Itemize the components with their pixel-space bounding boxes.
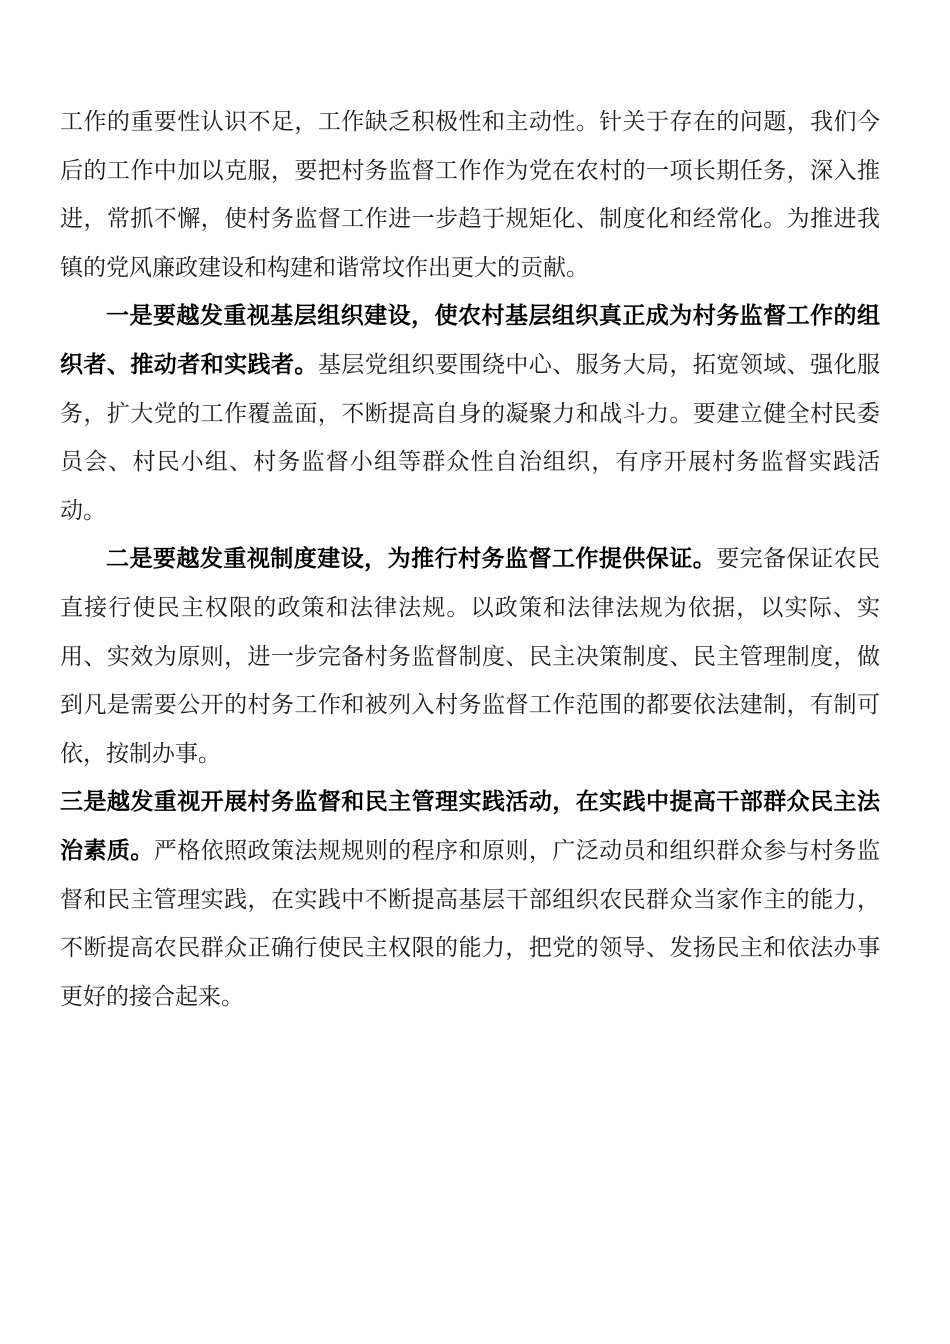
paragraph-lead-heading: 二是要越发重视制度建设，为推行村务监督工作提供保证。	[106, 546, 717, 573]
paragraph-text: 工作的重要性认识不足，工作缺乏积极性和主动性。针关于存在的问题，我们今后的工作中加以克服，要把村务监督工作作为党在农村的一项长期任务，深入推进，常抓不懈，使村务监督工作进一步趋于规矩化、制度化和经常化。为推进我镇的党风廉政建设和构建和谐常坟作出更大的贡献。	[60, 109, 880, 281]
paragraph-text: 基层党组织要围绕中心、服务大局，拓宽领域、强化服务，扩大党的工作覆盖面，不断提高自身的凝聚力和战斗力。要建立健全村民委员会、村民小组、村务监督小组等群众性自治组织，有序开展村务监督实践活动。	[60, 351, 881, 524]
paragraph-lead-heading: 一是要越发重视基层组织建设，使农村基层组织真正成为村务监督工作的组织者、推动者和实践者。	[60, 303, 880, 378]
paragraph-text: 严格依照政策法规规则的程序和原则，广泛动员和组织群众参与村务监督和民主管理实践，在实践中不断提高基层干部组织农民群众当家作主的能力，不断提高农民群众正确行使民主权限的能力，把党的领导、发扬民主和依法办事更好的接合起来。	[60, 837, 881, 1010]
paragraph-continuation	[60, 98, 880, 292]
paragraph-point-three	[60, 778, 880, 1021]
paragraph-lead-heading: 三是越发重视开展村务监督和民主管理实践活动，在实践中提高干部群众民主法治素质。	[60, 789, 880, 864]
paragraph-point-one	[60, 292, 880, 535]
paragraph-point-two	[60, 535, 880, 778]
paragraph-text: 要完备保证农民直接行使民主权限的政策和法律法规。以政策和法律法规为依据，以实际、实用、实效为原则，进一步完备村务监督制度、民主决策制度、民主管理制度，做到凡是需要公开的村务工作和被列入村务监督工作范围的都要依法建制，有制可依，按制办事。	[60, 546, 880, 767]
document-body	[60, 98, 880, 1021]
